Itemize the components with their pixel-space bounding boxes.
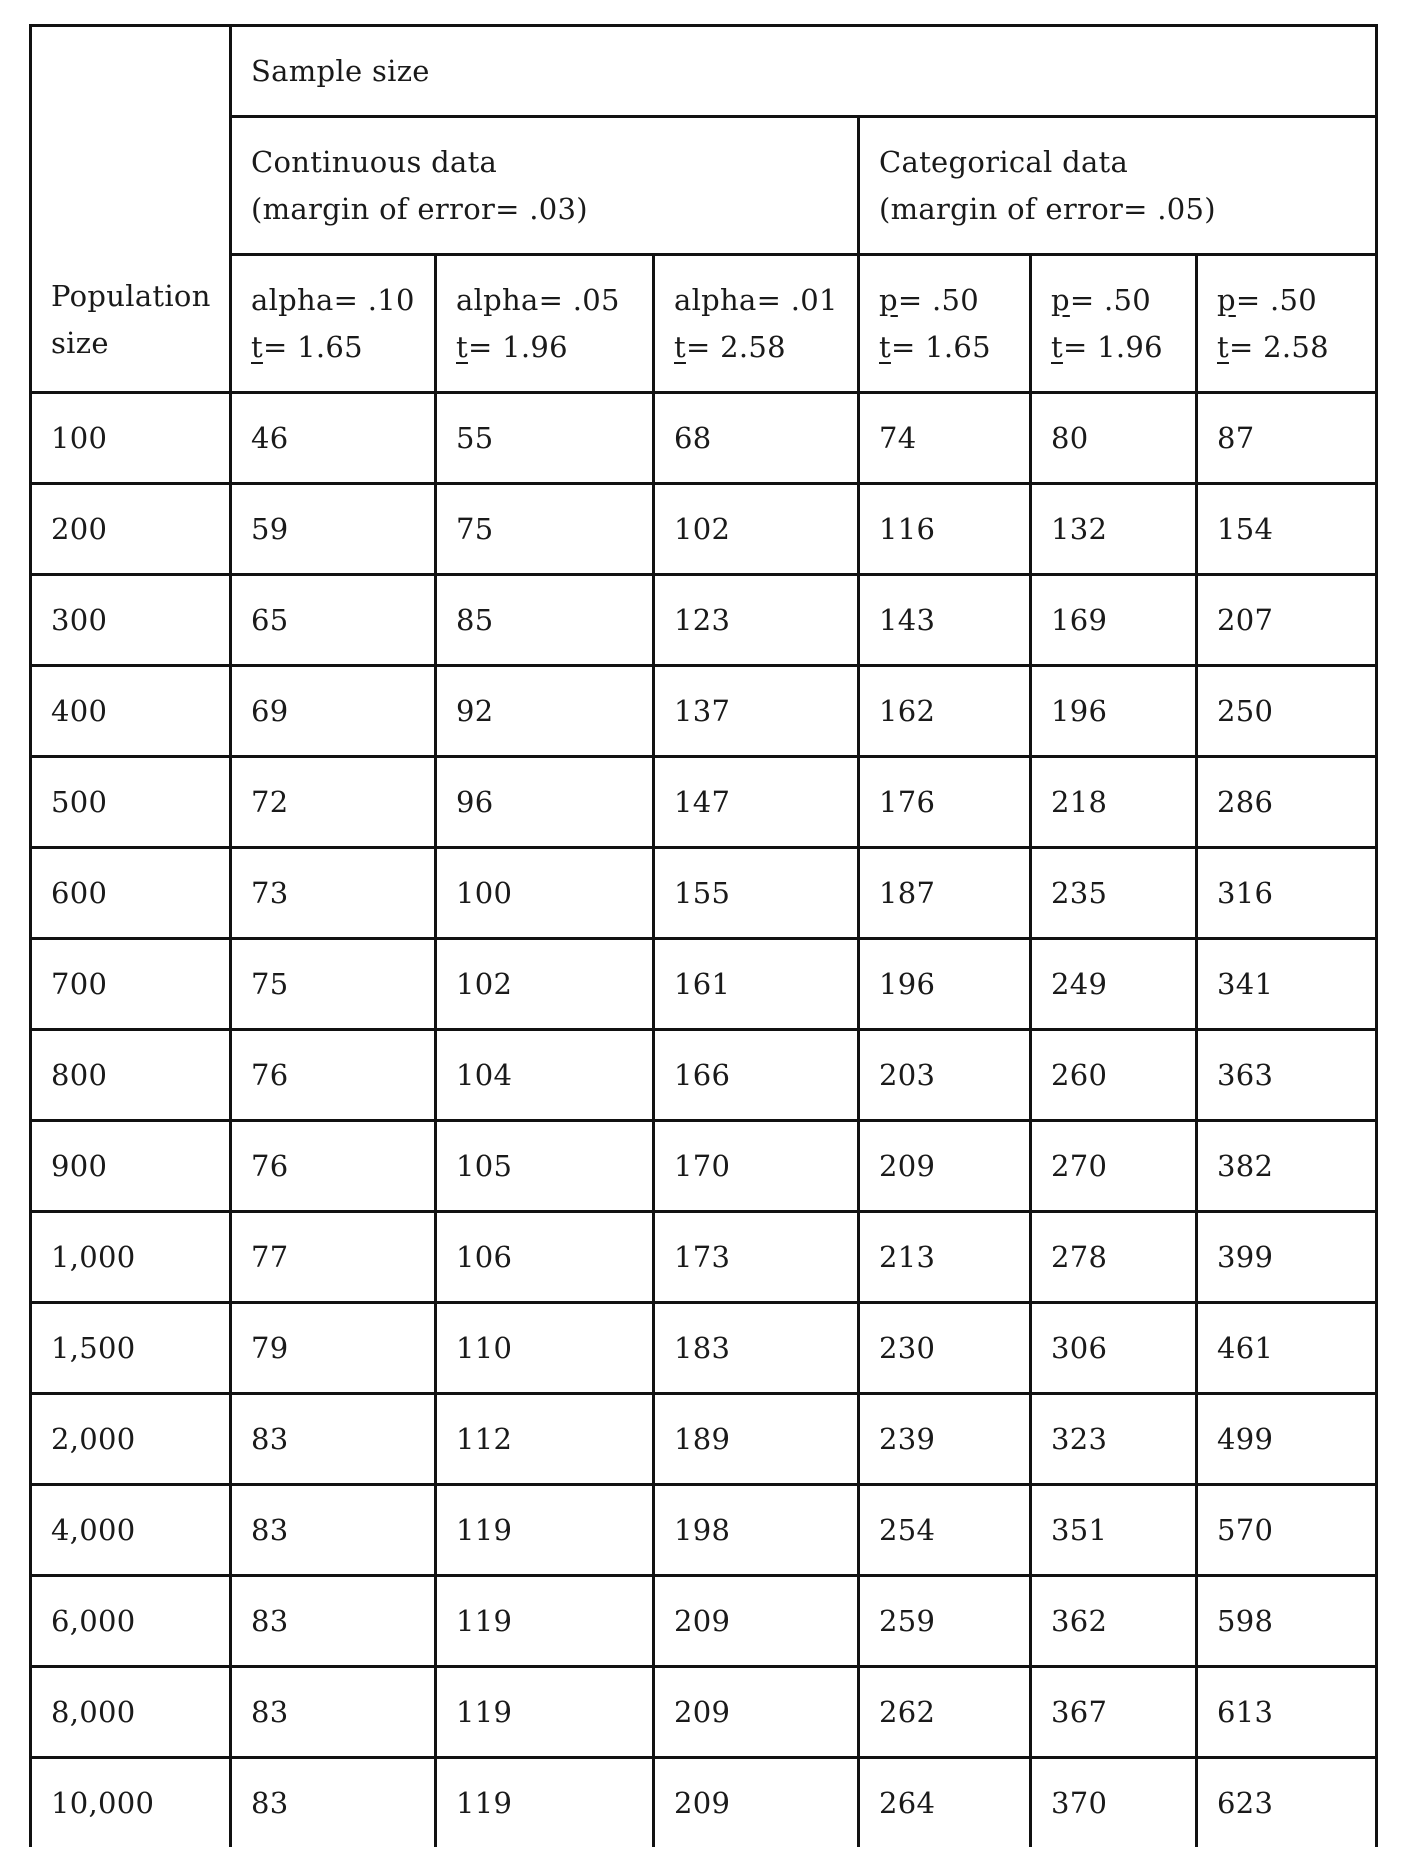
- sample-size-cell: 83: [231, 1667, 436, 1758]
- sample-size-cell: 105: [436, 1121, 654, 1212]
- table-row: [31, 848, 1377, 939]
- sample-size-cell: 166: [654, 1030, 859, 1121]
- table-row: [31, 757, 1377, 848]
- alpha-value: alpha= .05: [456, 282, 620, 317]
- sample-size-cell: 116: [859, 484, 1031, 575]
- column-header: [859, 255, 1031, 393]
- sample-size-cell: 65: [231, 575, 436, 666]
- sample-size-cell: 59: [231, 484, 436, 575]
- sample-size-cell: 209: [654, 1667, 859, 1758]
- sample-size-cell: 73: [231, 848, 436, 939]
- sample-size-cell: 499: [1197, 1394, 1377, 1485]
- sample-size-cell: 87: [1197, 393, 1377, 484]
- sample-size-cell: 119: [436, 1576, 654, 1667]
- population-size-cell: 600: [31, 848, 231, 939]
- table-row: [31, 1394, 1377, 1485]
- sample-size-cell: 76: [231, 1030, 436, 1121]
- t-value: [674, 324, 857, 371]
- sample-size-cell: 55: [436, 393, 654, 484]
- p-symbol: p: [879, 282, 898, 317]
- sample-size-cell: 367: [1031, 1667, 1197, 1758]
- t-symbol: t: [1217, 329, 1229, 364]
- sample-size-cell: 169: [1031, 575, 1197, 666]
- table-row: [31, 1667, 1377, 1758]
- population-size-cell: 4,000: [31, 1485, 231, 1576]
- t-number: = 1.65: [890, 329, 991, 364]
- sample-size-cell: 623: [1197, 1758, 1377, 1848]
- sample-size-cell: 123: [654, 575, 859, 666]
- sample-size-cell: 83: [231, 1576, 436, 1667]
- t-number: = 2.58: [1228, 329, 1329, 364]
- sample-size-cell: 161: [654, 939, 859, 1030]
- population-size-cell: 6,000: [31, 1576, 231, 1667]
- p-symbol: p: [1051, 282, 1070, 317]
- population-header-line-1: Population: [51, 279, 211, 313]
- t-number: = 1.65: [262, 329, 363, 364]
- population-size-cell: 10,000: [31, 1758, 231, 1848]
- table-row: [31, 939, 1377, 1030]
- column-header: [231, 255, 436, 393]
- table-row: [31, 1121, 1377, 1212]
- column-header: [1197, 255, 1377, 393]
- sample-size-cell: 162: [859, 666, 1031, 757]
- table-row: [31, 1212, 1377, 1303]
- sample-size-cell: 155: [654, 848, 859, 939]
- sample-size-cell: 68: [654, 393, 859, 484]
- t-number: = 1.96: [467, 329, 568, 364]
- sample-size-cell: 104: [436, 1030, 654, 1121]
- population-size-cell: 2,000: [31, 1394, 231, 1485]
- group-categorical-data: [859, 117, 1377, 255]
- sample-size-cell: 143: [859, 575, 1031, 666]
- sample-size-cell: 613: [1197, 1667, 1377, 1758]
- sample-size-cell: 209: [654, 1758, 859, 1848]
- sample-size-cell: 209: [654, 1576, 859, 1667]
- population-size-cell: 900: [31, 1121, 231, 1212]
- sample-size-cell: 260: [1031, 1030, 1197, 1121]
- sample-size-cell: 85: [436, 575, 654, 666]
- sample-size-cell: 254: [859, 1485, 1031, 1576]
- table-row: [31, 393, 1377, 484]
- sample-size-cell: 198: [654, 1485, 859, 1576]
- sample-size-cell: 306: [1031, 1303, 1197, 1394]
- t-value: [879, 324, 1029, 371]
- group-label: Continuous data: [251, 144, 498, 179]
- sample-size-cell: 102: [436, 939, 654, 1030]
- population-size-cell: 300: [31, 575, 231, 666]
- sample-size-cell: 213: [859, 1212, 1031, 1303]
- sample-size-cell: 106: [436, 1212, 654, 1303]
- p-symbol: p: [1217, 282, 1236, 317]
- t-number: = 1.96: [1062, 329, 1163, 364]
- t-symbol: t: [879, 329, 891, 364]
- population-size-header: [31, 26, 231, 393]
- population-size-cell: 200: [31, 484, 231, 575]
- column-header: [436, 255, 654, 393]
- population-size-cell: 500: [31, 757, 231, 848]
- sample-size-cell: 137: [654, 666, 859, 757]
- sample-size-cell: 250: [1197, 666, 1377, 757]
- sample-size-cell: 119: [436, 1667, 654, 1758]
- t-symbol: t: [1051, 329, 1063, 364]
- sample-size-cell: 230: [859, 1303, 1031, 1394]
- sample-size-cell: 461: [1197, 1303, 1377, 1394]
- sample-size-cell: 187: [859, 848, 1031, 939]
- column-header: [654, 255, 859, 393]
- sample-size-cell: 370: [1031, 1758, 1197, 1848]
- sample-size-cell: 83: [231, 1758, 436, 1848]
- sample-size-cell: 363: [1197, 1030, 1377, 1121]
- sample-size-cell: 147: [654, 757, 859, 848]
- p-number: = .50: [1069, 282, 1152, 317]
- sample-size-cell: 203: [859, 1030, 1031, 1121]
- t-value: [1051, 324, 1195, 371]
- alpha-value: alpha= .10: [251, 282, 415, 317]
- t-value: [251, 324, 434, 371]
- sample-size-cell: 75: [231, 939, 436, 1030]
- header-row-sample-size: [31, 26, 1377, 117]
- sample-size-cell: 264: [859, 1758, 1031, 1848]
- table-row: [31, 1030, 1377, 1121]
- sample-size-cell: 351: [1031, 1485, 1197, 1576]
- population-size-cell: 1,500: [31, 1303, 231, 1394]
- t-number: = 2.58: [685, 329, 786, 364]
- sample-size-table: [29, 24, 1378, 1847]
- sample-size-cell: 341: [1197, 939, 1377, 1030]
- sample-size-cell: 323: [1031, 1394, 1197, 1485]
- t-value: [456, 324, 652, 371]
- sample-size-cell: 79: [231, 1303, 436, 1394]
- table-row: [31, 1485, 1377, 1576]
- sample-size-cell: 399: [1197, 1212, 1377, 1303]
- t-symbol: t: [251, 329, 263, 364]
- sample-size-cell: 69: [231, 666, 436, 757]
- sample-size-cell: 196: [859, 939, 1031, 1030]
- sample-size-cell: 92: [436, 666, 654, 757]
- p-value: [1051, 277, 1195, 324]
- sample-size-cell: 196: [1031, 666, 1197, 757]
- p-value: [879, 277, 1029, 324]
- population-size-cell: 700: [31, 939, 231, 1030]
- population-size-cell: 8,000: [31, 1667, 231, 1758]
- sample-size-cell: 262: [859, 1667, 1031, 1758]
- sample-size-cell: 46: [231, 393, 436, 484]
- population-size-cell: 100: [31, 393, 231, 484]
- sample-size-cell: 382: [1197, 1121, 1377, 1212]
- sample-size-cell: 189: [654, 1394, 859, 1485]
- sample-size-cell: 112: [436, 1394, 654, 1485]
- sample-size-cell: 176: [859, 757, 1031, 848]
- alpha-value: alpha= .01: [674, 282, 838, 317]
- sample-size-cell: 75: [436, 484, 654, 575]
- population-size-cell: 400: [31, 666, 231, 757]
- population-header-line-2: size: [51, 326, 109, 360]
- table-row: [31, 575, 1377, 666]
- p-value: [1217, 277, 1375, 324]
- table-row: [31, 1576, 1377, 1667]
- table-row: [31, 666, 1377, 757]
- header-row-data-groups: [31, 117, 1377, 255]
- sample-size-cell: 76: [231, 1121, 436, 1212]
- sample-size-cell: 119: [436, 1758, 654, 1848]
- group-note: (margin of error= .05): [879, 191, 1216, 226]
- sample-size-cell: 183: [654, 1303, 859, 1394]
- sample-size-cell: 154: [1197, 484, 1377, 575]
- sample-size-cell: 102: [654, 484, 859, 575]
- sample-size-cell: 207: [1197, 575, 1377, 666]
- sample-size-cell: 239: [859, 1394, 1031, 1485]
- group-label: Categorical data: [879, 144, 1129, 179]
- sample-size-cell: 77: [231, 1212, 436, 1303]
- table-row: [31, 484, 1377, 575]
- sample-size-cell: 278: [1031, 1212, 1197, 1303]
- sample-size-cell: 96: [436, 757, 654, 848]
- sample-size-cell: 570: [1197, 1485, 1377, 1576]
- sample-size-cell: 72: [231, 757, 436, 848]
- sample-size-cell: 316: [1197, 848, 1377, 939]
- sample-size-cell: 110: [436, 1303, 654, 1394]
- sample-size-cell: 80: [1031, 393, 1197, 484]
- table-row: [31, 1758, 1377, 1848]
- column-header: [1031, 255, 1197, 393]
- sample-size-cell: 74: [859, 393, 1031, 484]
- population-size-cell: 800: [31, 1030, 231, 1121]
- sample-size-cell: 286: [1197, 757, 1377, 848]
- t-symbol: t: [456, 329, 468, 364]
- header-row-parameters: [31, 255, 1377, 393]
- sample-size-cell: 209: [859, 1121, 1031, 1212]
- sample-size-cell: 249: [1031, 939, 1197, 1030]
- group-continuous-data: [231, 117, 859, 255]
- t-symbol: t: [674, 329, 686, 364]
- table-row: [31, 1303, 1377, 1394]
- sample-size-cell: 83: [231, 1485, 436, 1576]
- population-size-cell: 1,000: [31, 1212, 231, 1303]
- sample-size-cell: 173: [654, 1212, 859, 1303]
- p-number: = .50: [897, 282, 980, 317]
- p-number: = .50: [1235, 282, 1318, 317]
- sample-size-cell: 362: [1031, 1576, 1197, 1667]
- sample-size-cell: 270: [1031, 1121, 1197, 1212]
- t-value: [1217, 324, 1375, 371]
- sample-size-title: Sample size: [231, 26, 1377, 117]
- sample-size-cell: 119: [436, 1485, 654, 1576]
- sample-size-cell: 235: [1031, 848, 1197, 939]
- sample-size-cell: 218: [1031, 757, 1197, 848]
- sample-size-cell: 100: [436, 848, 654, 939]
- sample-size-cell: 259: [859, 1576, 1031, 1667]
- sample-size-cell: 132: [1031, 484, 1197, 575]
- sample-size-cell: 83: [231, 1394, 436, 1485]
- sample-size-cell: 170: [654, 1121, 859, 1212]
- group-note: (margin of error= .03): [251, 191, 588, 226]
- sample-size-cell: 598: [1197, 1576, 1377, 1667]
- table-body: [31, 26, 1377, 1848]
